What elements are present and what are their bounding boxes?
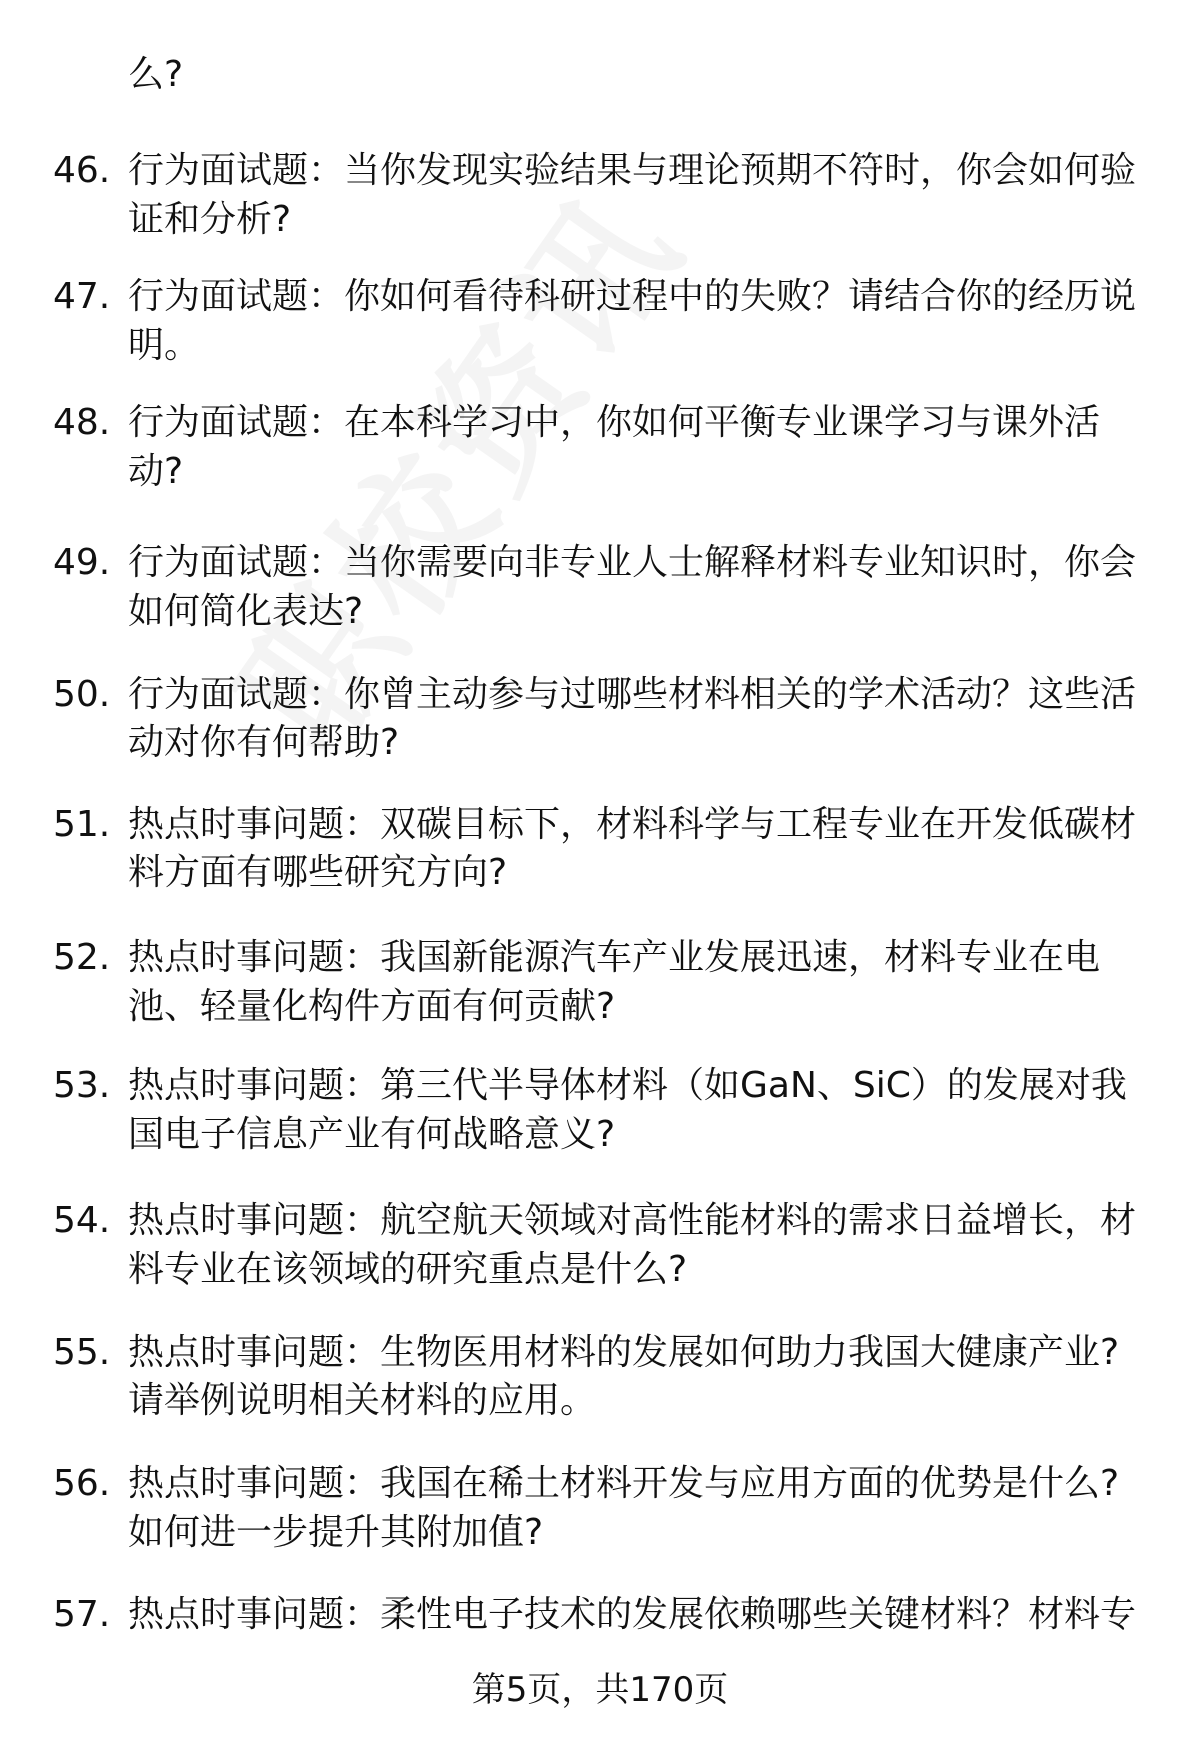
question-text: 行为面试题：你如何看待科研过程中的失败？请结合你的经历说 <box>128 276 1137 317</box>
question-text: 料方面有哪些研究方向? <box>128 852 508 893</box>
question-text: 动? <box>128 451 184 492</box>
question-text: 国电子信息产业有何战略意义? <box>128 1114 616 1155</box>
question-text: 热点时事问题：我国在稀土材料开发与应用方面的优势是什么? <box>128 1463 1120 1504</box>
question-number: 51. <box>53 804 111 845</box>
question-number: 52. <box>53 937 111 978</box>
question-number: 54. <box>53 1200 111 1241</box>
question-text: 热点时事问题：航空航天领域对高性能材料的需求日益增长，材 <box>128 1200 1137 1241</box>
question-text: 热点时事问题：柔性电子技术的发展依赖哪些关键材料？材料专 <box>128 1594 1137 1635</box>
question-text: 动对你有何帮助? <box>128 722 400 763</box>
question-text: 池、轻量化构件方面有何贡献? <box>128 986 616 1027</box>
question-text: 证和分析? <box>128 199 292 240</box>
question-text: 热点时事问题：第三代半导体材料（如GaN、SiC）的发展对我 <box>128 1065 1127 1106</box>
question-number: 50. <box>53 674 111 715</box>
question-number: 56. <box>53 1463 111 1504</box>
question-number: 55. <box>53 1332 111 1373</box>
question-text: 请举例说明相关材料的应用。 <box>128 1380 597 1421</box>
question-text: 热点时事问题：生物医用材料的发展如何助力我国大健康产业? <box>128 1332 1120 1373</box>
question-text: 行为面试题：你曾主动参与过哪些材料相关的学术活动？这些活 <box>128 674 1137 715</box>
question-text: 明。 <box>128 325 201 366</box>
question-text: 热点时事问题：双碳目标下，材料科学与工程专业在开发低碳材 <box>128 804 1137 845</box>
question-text: 行为面试题：在本科学习中，你如何平衡专业课学习与课外活 <box>128 402 1101 443</box>
question-text: 行为面试题：当你发现实验结果与理论预期不符时，你会如何验 <box>128 150 1137 191</box>
continuation-text: 么? <box>128 54 184 95</box>
question-text: 如何简化表达? <box>128 591 364 632</box>
question-number: 47. <box>53 276 111 317</box>
question-number: 48. <box>53 402 111 443</box>
question-number: 49. <box>53 542 111 583</box>
question-text: 料专业在该领域的研究重点是什么? <box>128 1249 688 1290</box>
question-number: 57. <box>53 1594 111 1635</box>
page-footer: 第5页，共170页 <box>471 1670 729 1710</box>
question-number: 46. <box>53 150 111 191</box>
question-text: 行为面试题：当你需要向非专业人士解释材料专业知识时，你会 <box>128 542 1137 583</box>
question-text: 热点时事问题：我国新能源汽车产业发展迅速，材料专业在电 <box>128 937 1101 978</box>
question-text: 如何进一步提升其附加值? <box>128 1512 544 1553</box>
question-number: 53. <box>53 1065 111 1106</box>
